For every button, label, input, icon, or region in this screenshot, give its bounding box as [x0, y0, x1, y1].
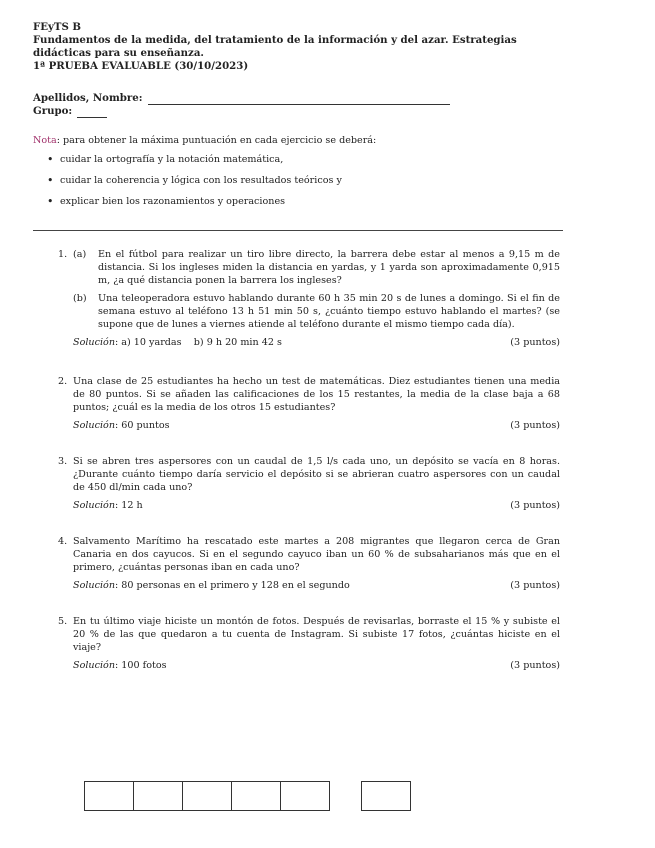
points-label: (3 puntos) — [510, 500, 560, 511]
grade-box-2[interactable] — [133, 781, 183, 811]
solution-label: Solución — [73, 580, 115, 591]
exercise-number: 1. — [58, 249, 68, 260]
solution-label: Solución — [73, 420, 115, 431]
grade-box-4[interactable] — [231, 781, 281, 811]
note-list — [60, 153, 342, 216]
exercise-number: 4. — [58, 536, 68, 547]
solution-text: : a) 10 yardas b) 9 h 20 min 42 s — [115, 337, 282, 348]
points-label: (3 puntos) — [510, 420, 560, 431]
exercise-5 — [58, 615, 560, 672]
exercise-text: Salvamento Marítimo ha rescatado este martes a 208 migrantes que llegaron cerca de Gran Canaria en dos cayucos. Si en el segundo cayuco iban un 60 % de subsaharianos más que en el primero, ¿cuántas personas iban en cada uno? — [73, 536, 560, 573]
exercise-2 — [58, 375, 560, 432]
exercise-1 — [58, 248, 560, 349]
exercise-text: Una clase de 25 estudiantes ha hecho un test de matemáticas. Diez estudiantes tienen una media de 80 puntos. Si se añaden las calificaciones de los 15 restantes, la media de la clase baja a 68 puntos; ¿cuál es la media de los otros 15 estudiantes? — [73, 376, 560, 413]
exercise-number: 5. — [58, 616, 68, 627]
points-label: (3 puntos) — [510, 660, 560, 671]
note-intro — [33, 134, 376, 147]
exam-title: 1ª PRUEBA EVALUABLE (30/10/2023) — [33, 60, 249, 72]
grade-box-1[interactable] — [84, 781, 134, 811]
solution-line — [73, 659, 560, 672]
solution-line — [73, 419, 560, 432]
name-field — [33, 92, 450, 105]
grade-box-3[interactable] — [182, 781, 232, 811]
part-label: (a) — [73, 249, 87, 260]
name-blank[interactable] — [148, 95, 450, 105]
points-label: (3 puntos) — [510, 337, 560, 348]
exercise-part-a — [73, 248, 560, 287]
solution-label: Solución — [73, 660, 115, 671]
part-text: En el fútbol para realizar un tiro libre directo, la barrera debe estar al menos a 9,15 m de distancia. Si los ingleses miden la distancia en yardas, y 1 yarda son aproximadamente 0,915 m, ¿a qué distancia ponen la barrera los ingleses? — [98, 249, 560, 286]
exercise-3 — [58, 455, 560, 512]
note-item: • cuidar la coherencia y lógica con los resultados teóricos y — [60, 174, 342, 195]
note-item: • cuidar la ortografía y la notación matemática, — [60, 153, 342, 174]
solution-text: : 60 puntos — [115, 420, 170, 431]
exercise-number: 2. — [58, 376, 68, 387]
solution-text: : 80 personas en el primero y 128 en el segundo — [115, 580, 350, 591]
section-divider — [33, 230, 563, 231]
part-text: Una teleoperadora estuvo hablando durante 60 h 35 min 20 s de lunes a domingo. Si el fin de semana estuvo al teléfono 13 h 51 min 50 s, ¿cuánto tiempo estuvo hablando el martes? (se supone que de lunes a viernes atiende al teléfono durante el mismo tiempo cada día). — [98, 293, 560, 330]
exam-header — [33, 21, 573, 73]
group-label: Grupo: — [33, 105, 73, 117]
exercise-text: En tu último viaje hiciste un montón de fotos. Después de revisarlas, borraste el 15 % y subiste el 20 % de las que quedaron a tu cuenta de Instagram. Si subiste 17 fotos, ¿cuántas hiciste en el viaje? — [73, 616, 560, 653]
grade-box-5[interactable] — [280, 781, 330, 811]
solution-line — [73, 499, 560, 512]
exercise-4 — [58, 535, 560, 592]
solution-text: : 12 h — [115, 500, 143, 511]
exercise-part-b — [73, 292, 560, 331]
grading-boxes — [84, 781, 329, 811]
group-field — [33, 105, 107, 118]
solution-text: : 100 fotos — [115, 660, 167, 671]
note-item: • explicar bien los razonamientos y operaciones — [60, 195, 342, 216]
group-blank[interactable] — [77, 108, 107, 118]
grade-total-box[interactable] — [361, 781, 411, 811]
name-label: Apellidos, Nombre: — [33, 92, 143, 104]
solution-label: Solución — [73, 337, 115, 348]
course-title: Fundamentos de la medida, del tratamiento de la información y del azar. Estrategias didácticas para su enseñanza. — [33, 34, 517, 59]
solution-line — [73, 579, 560, 592]
note-label: Nota — [33, 135, 57, 146]
part-label: (b) — [73, 293, 87, 304]
points-label: (3 puntos) — [510, 580, 560, 591]
solution-label: Solución — [73, 500, 115, 511]
note-text: : para obtener la máxima puntuación en cada ejercicio se deberá: — [56, 135, 377, 146]
exercise-text: Si se abren tres aspersores con un caudal de 1,5 l/s cada uno, un depósito se vacía en 8 horas. ¿Durante cuánto tiempo daría servicio el depósito si se abrieran cuatro aspersores con un caudal de 450 dl/min cada uno? — [73, 456, 560, 493]
solution-line — [73, 336, 560, 349]
course-code: FEyTS B — [33, 21, 82, 33]
exercise-number: 3. — [58, 456, 68, 467]
